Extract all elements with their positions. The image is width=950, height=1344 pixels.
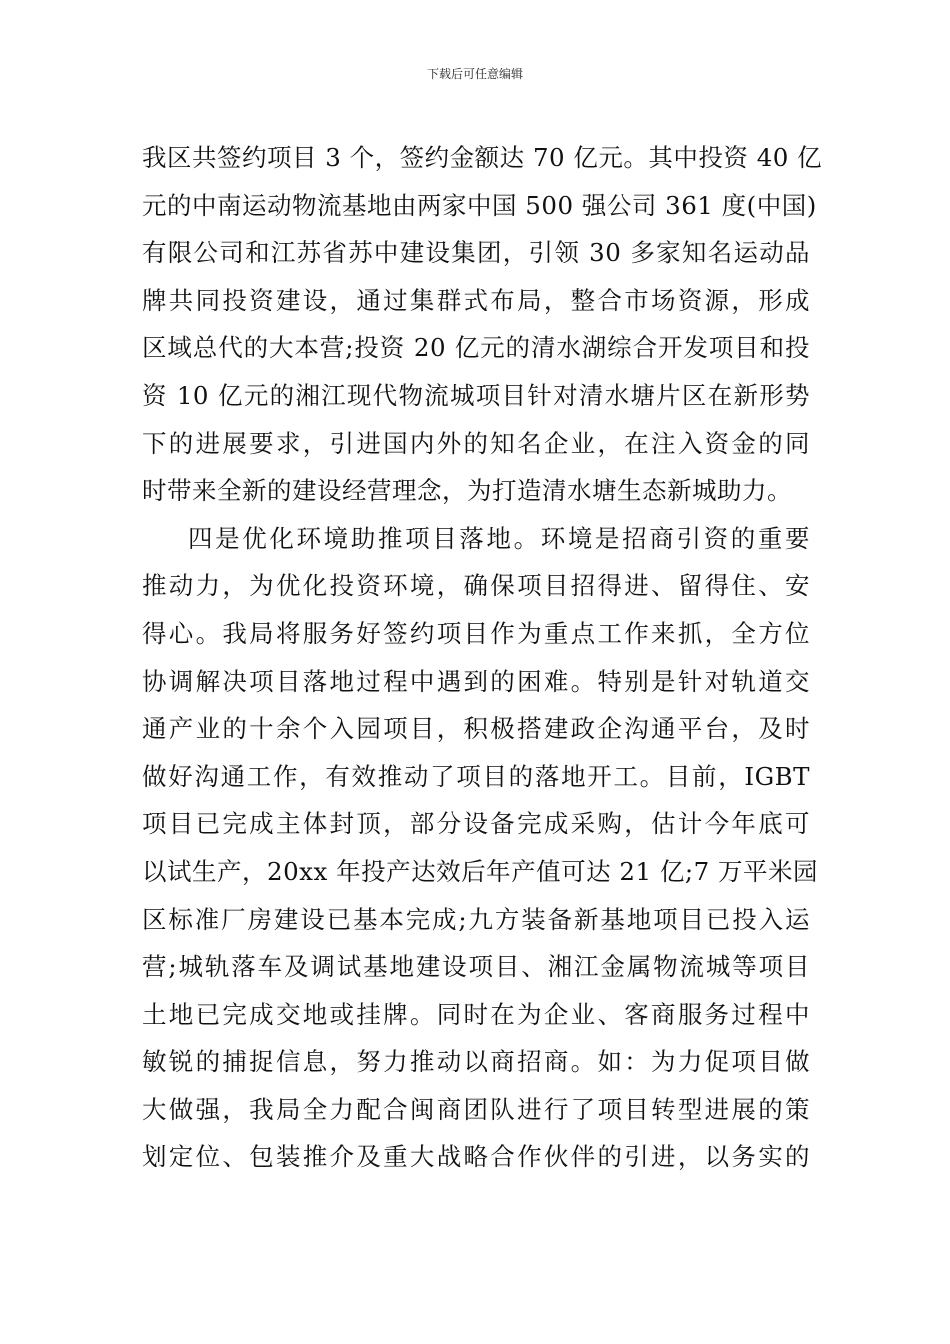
text-line: 营;城轨落车及调试基地建设项目、湘江金属物流城等项目	[142, 952, 810, 982]
text-line: 做好沟通工作，有效推动了项目的落地开工。目前，IGBT	[142, 761, 810, 791]
text-line: 大做强，我局全力配合闽商团队进行了项目转型进展的策	[142, 1094, 810, 1124]
text-line: 区标准厂房建设已基本完成;九方装备新基地项目已投入运	[142, 904, 810, 934]
text-line: 下的进展要求，引进国内外的知名企业，在注入资金的同	[142, 428, 810, 458]
page-header-note: 下载后可任意编辑	[426, 67, 523, 81]
text-line: 项目已完成主体封顶，部分设备完成采购，估计今年底可	[142, 809, 810, 839]
text-line: 敏锐的捕捉信息，努力推动以商招商。如：为力促项目做	[142, 1047, 810, 1077]
text-line: 以试生产，20xx 年投产达效后年产值可达 21 亿;7 万平米园	[142, 856, 818, 886]
text-line: 土地已完成交地或挂牌。同时在为企业、客商服务过程中	[142, 999, 810, 1029]
text-line: 有限公司和江苏省苏中建设集团，引领 30 多家知名运动品	[142, 238, 810, 268]
document-body	[142, 134, 823, 1181]
text-line: 推动力，为优化投资环境，确保项目招得进、留得住、安	[142, 571, 810, 601]
paragraph-2	[142, 515, 818, 1181]
text-line: 我区共签约项目 3 个，签约金额达 70 亿元。其中投资 40 亿	[142, 143, 823, 172]
text-line: 牌共同投资建设，通过集群式布局，整合市场资源，形成	[142, 285, 810, 315]
text-line: 时带来全新的建设经营理念，为打造清水塘生态新城助力。	[142, 476, 792, 506]
text-line: 协调解决项目落地过程中遇到的困难。特别是针对轨道交	[142, 666, 810, 696]
paragraph-1	[142, 134, 823, 515]
text-line: 资 10 亿元的湘江现代物流城项目针对清水塘片区在新形势	[142, 380, 810, 410]
text-line: 元的中南运动物流基地由两家中国 500 强公司 361 度(中国)	[142, 190, 817, 220]
text-line: 得心。我局将服务好签约项目作为重点工作来抓，全方位	[142, 618, 810, 648]
text-line: 划定位、包装推介及重大战略合作伙伴的引进，以务实的	[142, 1142, 810, 1172]
text-line: 区域总代的大本营;投资 20 亿元的清水湖综合开发项目和投	[142, 333, 810, 363]
text-line: 四是优化环境助推项目落地。环境是招商引资的重要	[188, 523, 810, 553]
text-line: 通产业的十余个入园项目，积极搭建政企沟通平台，及时	[142, 714, 810, 744]
